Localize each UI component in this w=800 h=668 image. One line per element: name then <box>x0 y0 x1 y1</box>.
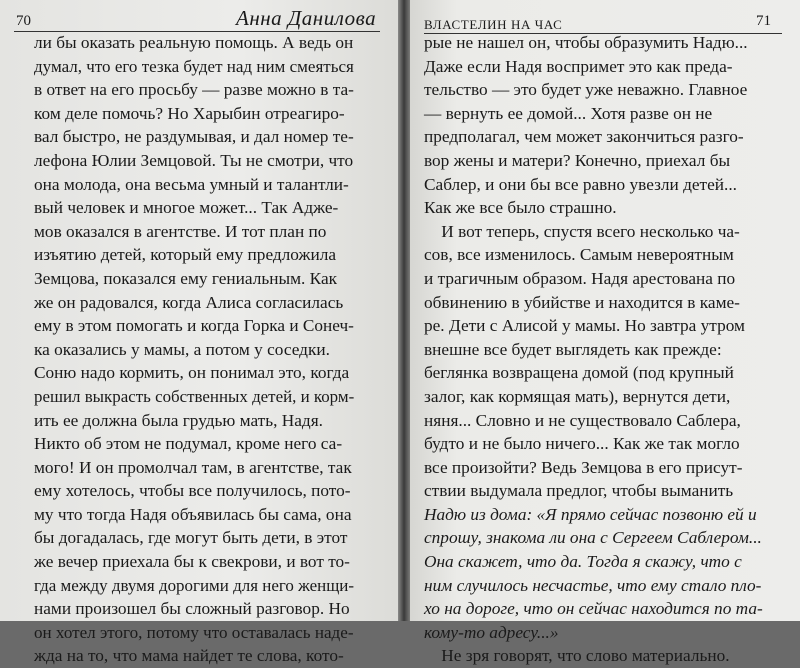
book-gutter <box>398 0 410 621</box>
text-line: будто и не было ничего... Как же так могло <box>424 434 740 454</box>
text-line: Земцова, показался ему гениальным. Как <box>34 268 338 288</box>
running-header-author: Анна Данилова <box>236 6 377 30</box>
text-line: Даже если Надя воспримет это как преда- <box>424 56 733 76</box>
text-line: вор жены и матери? Конечно, приехал бы <box>424 150 731 170</box>
text-line: Никто об этом не подумал, кроме него са- <box>34 434 343 454</box>
text-line: бы догадалась, где могут быть дети, в этот <box>34 528 348 548</box>
text-line: мов оказался в агентстве. И тот план по <box>34 221 327 241</box>
text-line: Не зря говорят, что слово материально. <box>424 646 730 666</box>
text-line: Надю из дома: «Я прямо сейчас позвоню ей и <box>424 504 757 524</box>
text-line: му что тогда Надя объявилась бы сама, она <box>34 504 352 524</box>
text-line: гда между двумя дорогими для него женщи- <box>34 575 355 595</box>
right-body-text <box>424 31 764 668</box>
text-line: беглянка возвращена домой (под крупный <box>424 363 734 383</box>
text-line: нами произошел бы сложный разговор. Но <box>34 599 350 619</box>
text-line: же он радовался, когда Алиса согласилась <box>34 292 344 312</box>
text-line: Как же все было страшно. <box>424 198 617 218</box>
page-number-right: 71 <box>756 13 771 29</box>
text-line: ему в этом помогать и когда Горка и Сонеч- <box>34 316 354 336</box>
text-line: лефона Юлии Земцовой. Ты не смотри, что <box>34 150 354 170</box>
text-line: все произойти? Ведь Земцова в его присут- <box>424 457 743 477</box>
text-line: мого! И он промолчал там, в агентстве, так <box>34 457 352 477</box>
text-line: и трагичным образом. Надя арестована по <box>424 268 736 288</box>
text-line: предполагал, чем может закончиться разго- <box>424 127 744 147</box>
text-line: ли бы оказать реальную помощь. А ведь он <box>34 33 354 52</box>
text-line: ему хотелось, чтобы все получилось, пото- <box>34 481 351 501</box>
text-line: — вернуть ее домой... Хотя разве он не <box>424 103 713 123</box>
left-page <box>0 0 398 666</box>
text-line: Она скажет, что да. Тогда я скажу, что с <box>424 552 742 572</box>
text-line: ре. Дети с Алисой у мамы. Но завтра утром <box>424 316 745 336</box>
text-line: рые не нашел он, чтобы образумить Надю... <box>424 33 748 52</box>
text-line: Саблер, и они бы все равно увезли детей... <box>424 174 737 194</box>
text-line: в ответ на его просьбу — разве можно в та- <box>34 80 354 100</box>
text-line: спрошу, знакома ли она с Сергеем Саблером... <box>424 528 762 548</box>
left-body-text <box>34 31 354 668</box>
text-line: ком деле помочь? Но Харыбин отреагиро- <box>34 103 345 123</box>
text-line: тельство — это будет уже неважно. Главное <box>424 80 748 100</box>
text-line: он хотел этого, потому что оставалась наде- <box>34 622 354 642</box>
running-header-title: ВЛАСТЕЛИН НА ЧАС <box>424 17 563 32</box>
text-line: кому-то адресу...» <box>424 622 559 642</box>
text-line: внешне все будет выглядеть как прежде: <box>424 339 722 359</box>
text-line: решил выкрасть собственных детей, и корм- <box>34 386 355 406</box>
text-line: она молода, она весьма умный и талантли- <box>34 174 349 194</box>
page-number-left: 70 <box>16 13 31 29</box>
text-line: няня... Словно и не существовало Саблера, <box>424 410 741 430</box>
text-line: ствии выдумала предлог, чтобы выманить <box>424 481 734 501</box>
text-line: залог, как кормящая мать), вернутся дети, <box>424 386 731 406</box>
text-line: ка оказались у мамы, а потом у соседки. <box>34 339 330 359</box>
text-line: хо на дороге, что он сейчас находится по та- <box>424 599 763 619</box>
text-line: вый человек и многое может... Так Адже- <box>34 198 339 218</box>
right-page <box>410 0 800 666</box>
text-line: И вот теперь, спустя всего несколько ча- <box>424 221 740 241</box>
text-line: ить ее должна была грудью мать, Надя. <box>34 410 323 430</box>
text-line: Соню надо кормить, он понимал это, когда <box>34 363 350 383</box>
text-line: думал, что его тезка будет над ним смеяться <box>34 56 354 76</box>
text-line: жда на то, что мама найдет те слова, кото- <box>34 646 344 666</box>
text-line: ним случилось несчастье, что ему стало пло- <box>424 575 762 595</box>
text-line: вал быстро, не раздумывая, и дал номер те- <box>34 127 354 147</box>
text-line: же вечер приехала бы к свекрови, и вот то- <box>34 552 350 572</box>
text-line: изъятию детей, который ему предложила <box>34 245 336 265</box>
text-line: сов, все изменилось. Самым невероятным <box>424 245 734 265</box>
text-line: обвинению в убийстве и находится в каме- <box>424 292 740 312</box>
